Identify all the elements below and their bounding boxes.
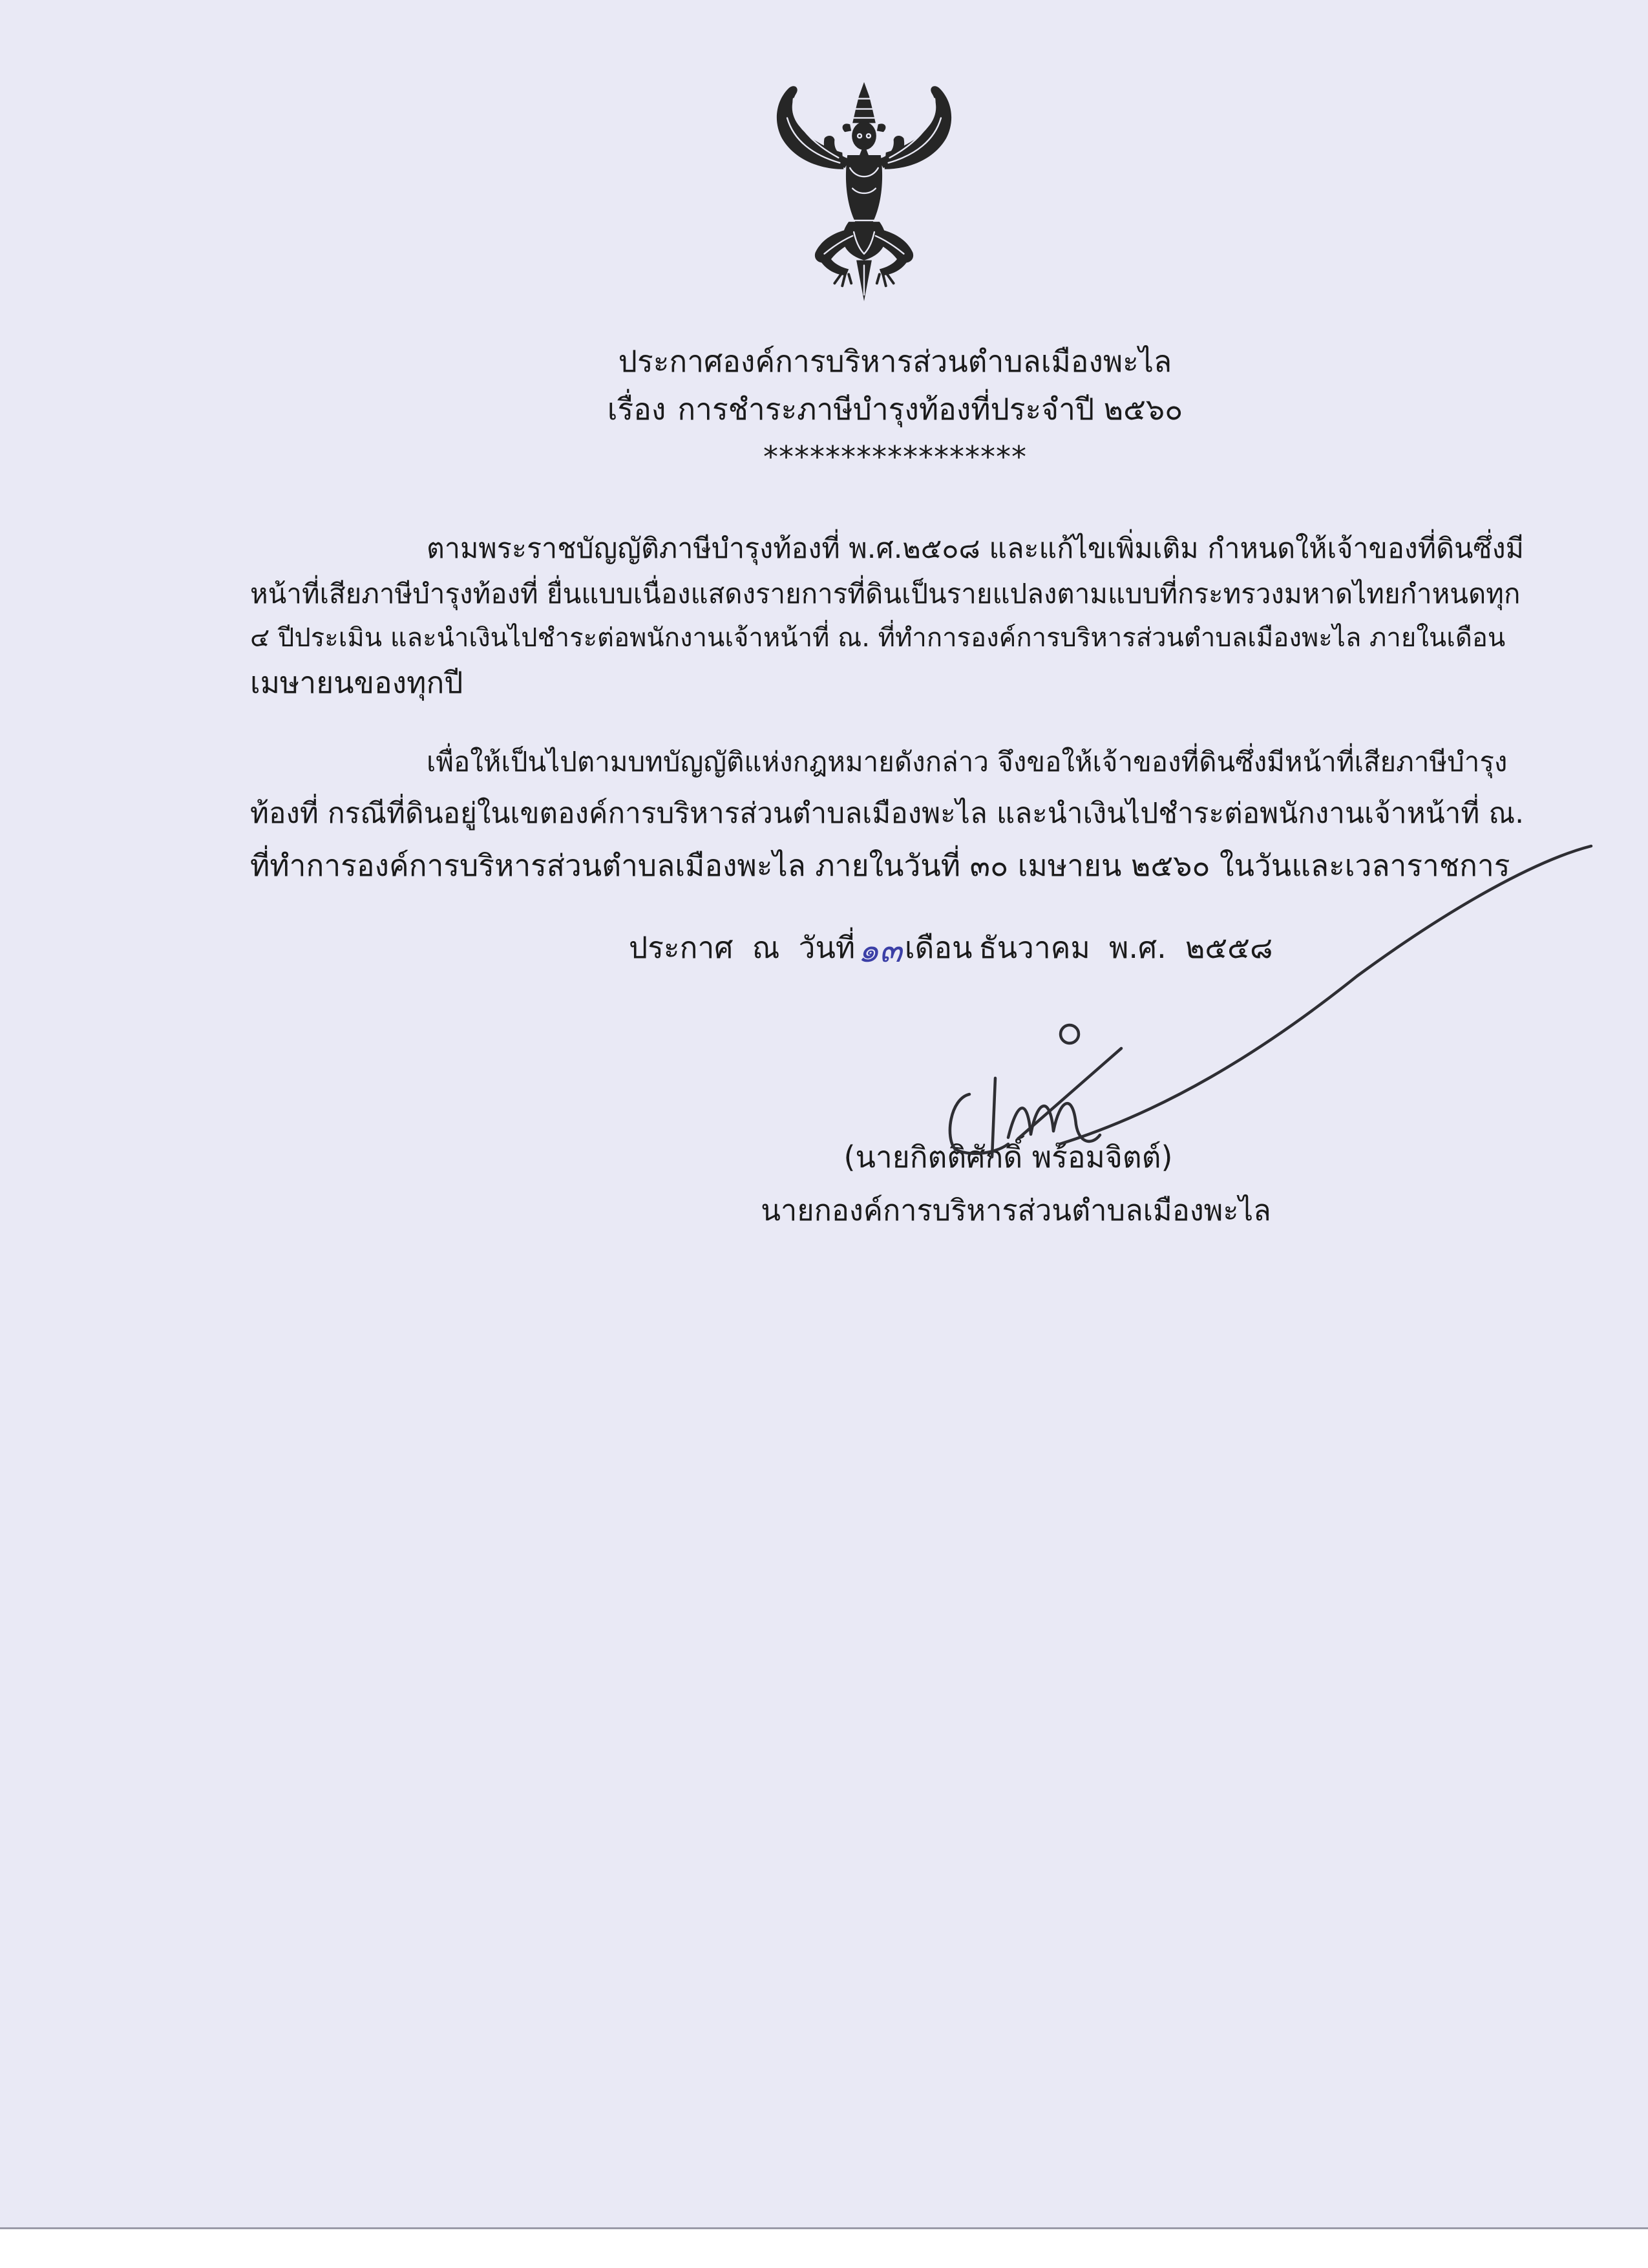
date-month-label: เดือน: [904, 930, 973, 965]
date-day-handwritten: ๑๓: [858, 931, 902, 970]
date-month: ธันวาคม: [978, 930, 1090, 965]
subject-label: เรื่อง: [607, 392, 666, 427]
paragraph-1-line: เมษายนของทุกปี: [250, 665, 463, 700]
paragraph-2-line: ท้องที่ กรณีที่ดินอยู่ในเขตองค์การบริหารส่วนตำบลเมืองพะไล และนำเงินไปชำระต่อพนักงานเจ้าหน้าที่ ณ.: [250, 797, 1525, 830]
header-separator: *****************: [763, 440, 1027, 474]
date-year: ๒๕๕๘: [1185, 930, 1273, 965]
announcement-subject: [249, 385, 1541, 433]
signatory-position: นายกองค์การบริหารส่วนตำบลเมืองพะไล: [761, 1193, 1271, 1227]
announcement-title: ประกาศองค์การบริหารส่วนตำบลเมืองพะไล: [618, 344, 1172, 379]
paragraph-1: [250, 527, 1528, 705]
garuda-emblem: [766, 79, 962, 304]
announcement-header: [249, 337, 1541, 481]
paragraph-1-line: ๔ ปีประเมิน และนำเงินไปชำระต่อพนักงานเจ้าหน้าที่ ณ. ที่ทำการองค์การบริหารส่วนตำบลเมืองพะไล ภายในเดือน: [250, 623, 1506, 653]
paragraph-1-line: ตามพระราชบัญญัติภาษีบำรุงท้องที่ พ.ศ.๒๕๐๘ และแก้ไขเพิ่มเติม กำหนดให้เจ้าของที่ดินซึ่งมี: [427, 533, 1524, 565]
date-prefix: ประกาศ ณ วันที่: [629, 930, 856, 965]
paragraph-2-line: เพื่อให้เป็นไปตามบทบัญญัติแห่งกฎหมายดังกล่าว จึงขอให้เจ้าของที่ดินซึ่งมีหน้าที่เสียภาษีบำรุง: [427, 746, 1508, 778]
paragraph-2: [250, 736, 1528, 891]
subject-text: การชำระภาษีบำรุงท้องที่ประจำปี ๒๕๖๐: [677, 392, 1183, 427]
paragraph-2-line: ที่ทำการองค์การบริหารส่วนตำบลเมืองพะไล ภายในวันที่ ๓๐ เมษายน ๒๕๖๐ ในวันและเวลาราชการ: [250, 848, 1510, 883]
scan-edge: [0, 2227, 1648, 2268]
date-year-label: พ.ศ.: [1109, 930, 1167, 965]
paragraph-1-line: หน้าที่เสียภาษีบำรุงท้องที่ ยื่นแบบเนื่องแสดงรายการที่ดินเป็นรายแปลงตามแบบที่กระทรวงมหาดไทยกำหนดทุก: [250, 578, 1521, 609]
announcement-date: [629, 924, 1534, 970]
signatory-name: (นายกิตติศักดิ์ พร้อมจิตต์): [843, 1139, 1173, 1174]
